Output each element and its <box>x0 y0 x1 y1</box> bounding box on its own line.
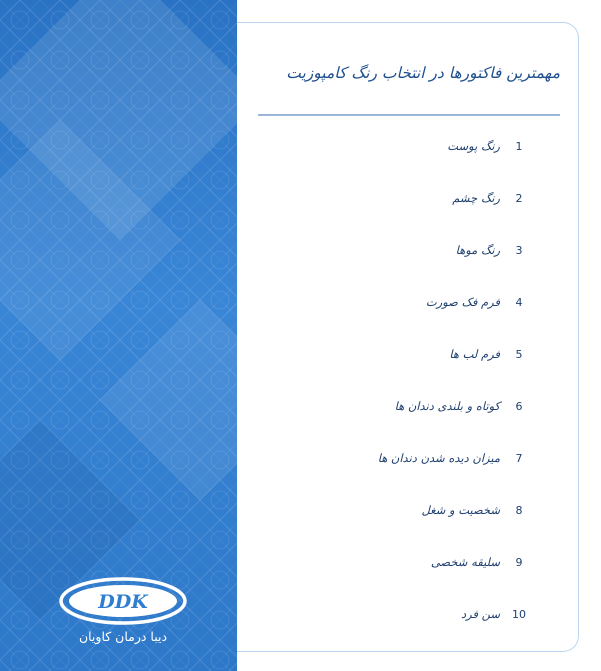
item-number: 3 <box>515 243 523 257</box>
item-label: کوتاه و بلندی دندان ها <box>394 399 500 413</box>
item-label: فرم لب ها <box>449 347 500 361</box>
item-number: 8 <box>515 503 523 517</box>
list-item <box>226 188 526 208</box>
list-item <box>226 500 526 520</box>
company-name: دیبا درمان کاویان <box>78 629 168 644</box>
item-number: 10 <box>512 607 526 621</box>
svg-text:DDK: DDK <box>98 591 148 613</box>
item-number: 7 <box>515 451 523 465</box>
item-label: فرم فک صورت <box>425 295 500 309</box>
item-label: رنگ موها <box>455 243 500 257</box>
list-item <box>226 136 526 156</box>
page-title: مهمترین فاکتورها در انتخاب رنگ کامپوزیت <box>286 64 560 82</box>
list-item <box>226 552 526 572</box>
item-label: شخصیت و شغل <box>421 503 500 517</box>
list-item <box>226 292 526 312</box>
item-number: 4 <box>515 295 523 309</box>
item-number: 2 <box>515 191 523 205</box>
item-number: 9 <box>515 555 523 569</box>
item-number: 1 <box>515 139 523 153</box>
ddk-logo-icon <box>58 575 188 627</box>
item-label: میزان دیده شدن دندان ها <box>377 451 500 465</box>
list-item <box>226 396 526 416</box>
item-number: 5 <box>515 347 523 361</box>
item-number: 6 <box>515 399 523 413</box>
item-label: سلیقه شخصی <box>430 555 500 569</box>
item-label: رنگ چشم <box>452 191 500 205</box>
list-item <box>226 604 526 624</box>
item-label: رنگ پوست <box>447 139 500 153</box>
blue-side-panel <box>0 0 237 671</box>
list-item <box>226 448 526 468</box>
geometric-pattern <box>0 0 237 671</box>
item-label: سن فرد <box>460 607 500 621</box>
title-divider <box>258 114 560 116</box>
list-item <box>226 344 526 364</box>
company-logo <box>58 575 188 655</box>
list-item <box>226 240 526 260</box>
